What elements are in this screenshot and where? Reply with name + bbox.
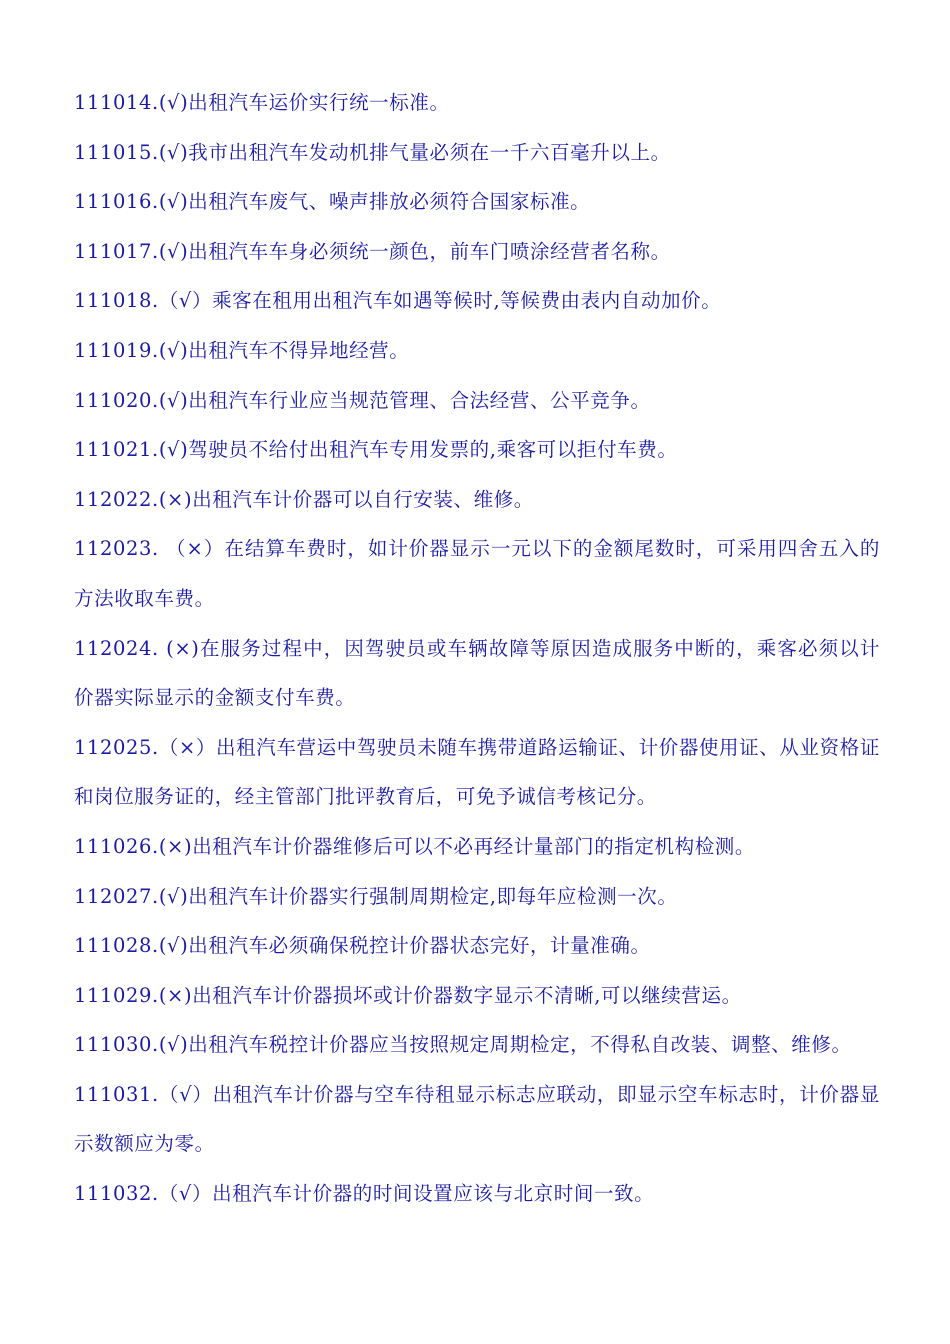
question-item: 112025.（×）出租汽车营运中驾驶员未随车携带道路运输证、计价器使用证、从业资格证和岗位服务证的，经主管部门批评教育后，可免予诚信考核记分。 (74, 735, 880, 809)
question-item: 111029.(×)出租汽车计价器损坏或计价器数字显示不清晰,可以继续营运。 (74, 983, 742, 1007)
question-item: 111020.(√)出租汽车行业应当规范管理、合法经营、公平竞争。 (74, 388, 651, 412)
document-page (74, 78, 880, 1219)
question-item: 111017.(√)出租汽车车身必须统一颜色，前车门喷涂经营者名称。 (74, 239, 671, 263)
question-item: 112024. (×)在服务过程中，因驾驶员或车辆故障等原因造成服务中断的，乘客必须以计价器实际显示的金额支付车费。 (74, 636, 880, 710)
question-item: 111026.(×)出租汽车计价器维修后可以不必再经计量部门的指定机构检测。 (74, 834, 755, 858)
question-item: 112022.(×)出租汽车计价器可以自行安装、维修。 (74, 487, 534, 511)
question-item: 111015.(√)我市出租汽车发动机排气量必须在一千六百毫升以上。 (74, 140, 671, 164)
question-item: 111030.(√)出租汽车税控计价器应当按照规定周期检定，不得私自改装、调整、维修。 (74, 1033, 852, 1057)
question-item: 111031.（√）出租汽车计价器与空车待租显示标志应联动，即显示空车标志时，计价器显示数额应为零。 (74, 1082, 880, 1156)
question-item: 112023. （×）在结算车费时，如计价器显示一元以下的金额尾数时，可采用四舍五入的方法收取车费。 (74, 537, 880, 610)
question-item: 111032.（√）出租汽车计价器的时间设置应该与北京时间一致。 (74, 1182, 655, 1206)
question-item: 112027.(√)出租汽车计价器实行强制周期检定,即每年应检测一次。 (74, 884, 678, 908)
question-item: 111019.(√)出租汽车不得异地经营。 (74, 338, 410, 362)
question-item: 111014.(√)出租汽车运价实行统一标准。 (74, 91, 450, 114)
question-item: 111021.(√)驾驶员不给付出租汽车专用发票的,乘客可以拒付车费。 (74, 438, 678, 462)
question-item: 111028.(√)出租汽车必须确保税控计价器状态完好，计量准确。 (74, 934, 651, 958)
question-item: 111016.(√)出租汽车废气、噪声排放必须符合国家标准。 (74, 190, 591, 214)
question-item: 111018.（√）乘客在租用出租汽车如遇等候时,等候费由表内自动加价。 (74, 289, 722, 313)
